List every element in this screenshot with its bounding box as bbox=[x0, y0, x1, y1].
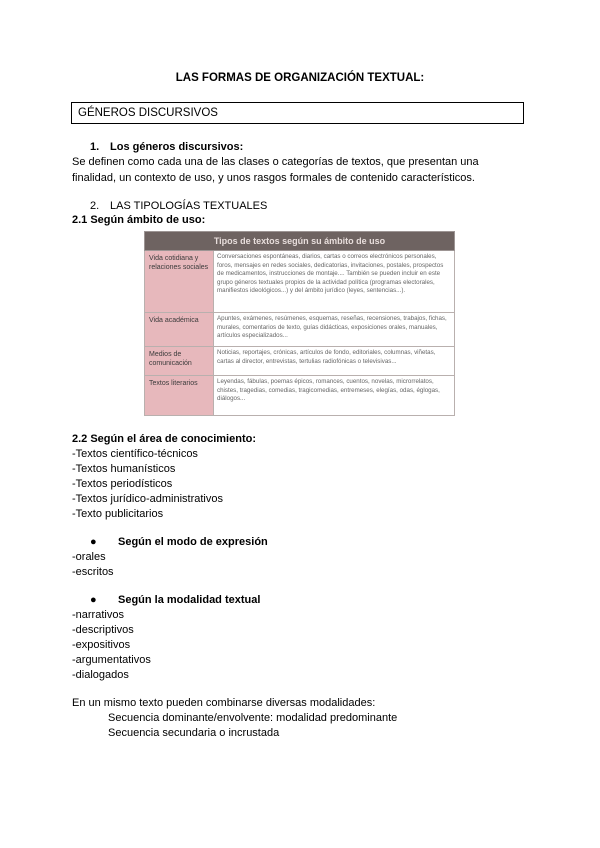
table-row-label: Medios de comunicación bbox=[145, 347, 214, 376]
modality-heading bbox=[90, 594, 260, 606]
sequence-secondary: Secuencia secundaria o incrustada bbox=[108, 727, 280, 739]
section2-number: 2. bbox=[90, 200, 100, 212]
table-row-content: Conversaciones espontáneas, diarios, cartas o correos electrónicos personales, foros, mensajes en redes sociales, dedicatorias, invitaciones, postales, prospectos de medicamentos, instrucciones de montaje.... También se pueden incluir en este grupo géneros textuales propios de la actividad política (programas electorales, manifiestos ideológicos...) y del ámbito jurídico (leyes, sentencias...). bbox=[214, 251, 455, 313]
section2-title: LAS TIPOLOGÍAS TEXTUALES bbox=[110, 200, 268, 212]
table-row-content: Leyendas, fábulas, poemas épicos, romances, cuentos, novelas, microrrelatos, chistes, tragedias, comedias, tragicomedias, entremeses, elegías, odas, églogas, diálogos... bbox=[214, 376, 455, 416]
list-item: -Textos humanísticos bbox=[72, 463, 176, 475]
section1-number: 1. bbox=[90, 141, 100, 153]
table-row-label: Vida cotidiana y relaciones sociales bbox=[145, 251, 214, 313]
list-item: -Textos científico-técnicos bbox=[72, 448, 198, 460]
list-item: -escritos bbox=[72, 566, 114, 578]
bullet-icon: ● bbox=[90, 594, 97, 606]
section1-title: Los géneros discursivos: bbox=[110, 141, 244, 153]
list-item: -Textos jurídico-administrativos bbox=[72, 493, 223, 505]
list-item: -argumentativos bbox=[72, 654, 151, 666]
section1-heading bbox=[90, 141, 243, 153]
table-row-content: Noticias, reportajes, crónicas, artículos de fondo, editoriales, columnas, viñetas, cartas al director, entrevistas, tertulias radiofónicas o televisivas... bbox=[214, 347, 455, 376]
table-row-label: Vida académica bbox=[145, 313, 214, 347]
section1-paragraph-line2: finalidad, un contexto de uso, y unos rasgos formales de contenido característicos. bbox=[72, 172, 475, 184]
genres-box-heading: GÉNEROS DISCURSIVOS bbox=[71, 102, 524, 124]
subsection-2-1-heading: 2.1 Según ámbito de uso: bbox=[72, 214, 206, 226]
text-types-table bbox=[144, 231, 455, 416]
list-item: -descriptivos bbox=[72, 624, 134, 636]
table-row bbox=[145, 313, 455, 347]
list-item: -orales bbox=[72, 551, 106, 563]
document-title: LAS FORMAS DE ORGANIZACIÓN TEXTUAL: bbox=[175, 72, 425, 84]
list-item: -Texto publicitarios bbox=[72, 508, 164, 520]
table-row bbox=[145, 251, 455, 313]
modality-title: Según la modalidad textual bbox=[118, 594, 261, 606]
list-item: -expositivos bbox=[72, 639, 131, 651]
list-item: -dialogados bbox=[72, 669, 129, 681]
table-row-label: Textos literarios bbox=[145, 376, 214, 416]
bullet-icon: ● bbox=[90, 536, 97, 548]
table-row-content: Apuntes, exámenes, resúmenes, esquemas, reseñas, recensiones, trabajos, fichas, murales, comentarios de texto, guías didácticas, exposiciones orales, manuales, artículos especializados... bbox=[214, 313, 455, 347]
expression-heading bbox=[90, 536, 268, 548]
sequence-dominant: Secuencia dominante/envolvente: modalidad predominante bbox=[108, 712, 398, 724]
table-header: Tipos de textos según su ámbito de uso bbox=[145, 232, 455, 251]
combine-text: En un mismo texto pueden combinarse diversas modalidades: bbox=[72, 697, 376, 709]
expression-title: Según el modo de expresión bbox=[118, 536, 268, 548]
table-row bbox=[145, 376, 455, 416]
section1-paragraph-line1: Se definen como cada una de las clases o categorías de textos, que presentan una bbox=[72, 156, 479, 168]
subsection-2-2-heading: 2.2 Según el área de conocimiento: bbox=[72, 433, 256, 445]
section2-heading bbox=[90, 200, 267, 212]
list-item: -Textos periodísticos bbox=[72, 478, 173, 490]
list-item: -narrativos bbox=[72, 609, 124, 621]
table-row bbox=[145, 347, 455, 376]
